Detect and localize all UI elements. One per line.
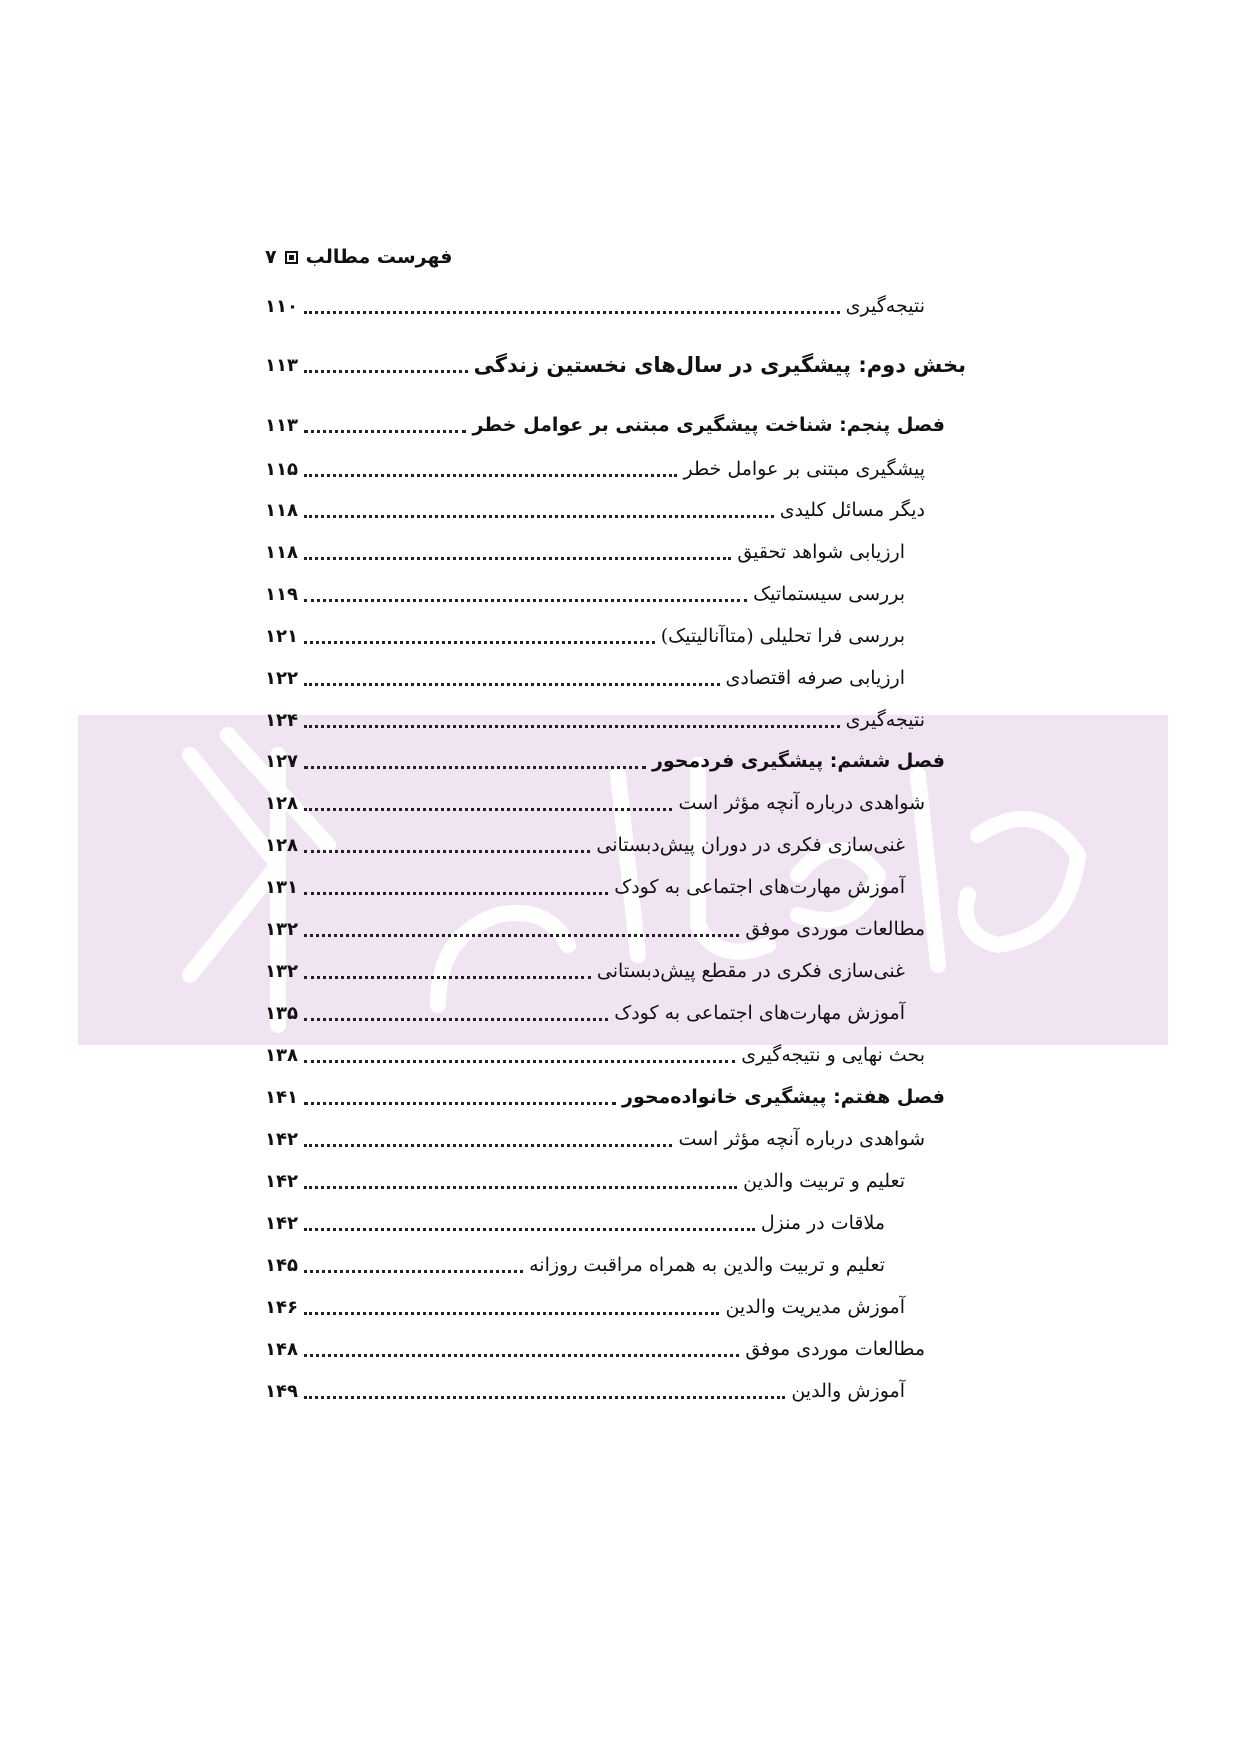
toc-dot-leader [304, 1270, 523, 1273]
toc-page-number: ۱۴۲ [265, 1170, 298, 1192]
toc-entry-title: آموزش مدیریت والدین [725, 1296, 905, 1318]
toc-entry [265, 1122, 925, 1156]
toc-dot-leader [304, 892, 608, 895]
toc-page-number: ۱۴۸ [265, 1338, 298, 1360]
toc-page-number: ۱۱۳ [265, 354, 298, 376]
toc-dot-leader [304, 1144, 673, 1147]
toc-entry [265, 744, 945, 778]
toc-entry-title: بررسی فرا تحلیلی (متاآنالیتیک) [660, 625, 905, 647]
toc-page-number: ۱۴۵ [265, 1254, 298, 1276]
toc-dot-leader [304, 1396, 785, 1399]
toc-entry-title: تعلیم و تربیت والدین به همراه مراقبت روزانه [529, 1254, 885, 1276]
toc-dot-leader [304, 976, 591, 979]
toc-dot-leader [304, 934, 739, 937]
header-page-number: ۷ [265, 246, 277, 268]
toc-entry-title: آموزش مهارت‌های اجتماعی به کودک [614, 1002, 905, 1024]
toc-entry [265, 912, 925, 946]
toc-entry [265, 535, 905, 569]
toc-dot-leader [304, 850, 590, 853]
toc-entry [265, 1206, 885, 1240]
toc-entry-title: مطالعات موردی موفق [745, 1338, 925, 1360]
toc-page-number: ۱۳۲ [265, 918, 298, 940]
toc-entry [265, 1164, 905, 1198]
toc-entry-title: ملاقات در منزل [760, 1212, 885, 1234]
toc-page-number: ۱۱۵ [265, 458, 298, 480]
toc-entry [265, 661, 905, 695]
toc-dot-leader [304, 1018, 608, 1021]
toc-dot-leader [304, 808, 673, 811]
toc-page-number: ۱۴۱ [265, 1086, 298, 1108]
toc-page-number: ۱۱۰ [265, 295, 298, 317]
toc-entry-title: پیشگیری مبتنی بر عوامل خطر [683, 458, 925, 480]
toc-entry [265, 954, 905, 988]
toc-dot-leader [304, 370, 468, 373]
toc-entry [265, 1038, 925, 1072]
toc-entry [265, 1374, 905, 1408]
toc-entry-title: فصل هفتم: پیشگیری خانواده‌محور [622, 1086, 945, 1108]
toc-dot-leader [304, 430, 467, 433]
toc-entry-title: دیگر مسائل کلیدی [779, 499, 925, 521]
toc-entry [265, 493, 925, 527]
toc-entry [265, 348, 966, 382]
toc-dot-leader [304, 311, 840, 314]
toc-dot-leader [304, 1312, 719, 1315]
toc-entry-title: آموزش مهارت‌های اجتماعی به کودک [614, 876, 905, 898]
toc-entry [265, 786, 925, 820]
toc-dot-leader [304, 766, 646, 769]
toc-page-number: ۱۲۱ [265, 625, 298, 647]
toc-entry-title: فصل پنجم: شناخت پیشگیری مبتنی بر عوامل خطر [472, 414, 945, 436]
toc-entry [265, 1080, 945, 1114]
toc-page-number: ۱۲۸ [265, 834, 298, 856]
toc-entry [265, 870, 905, 904]
toc-dot-leader [304, 1060, 735, 1063]
toc-dot-leader [304, 683, 720, 686]
toc-entry [265, 289, 925, 323]
toc-entry [265, 577, 905, 611]
toc-page-number: ۱۲۷ [265, 750, 298, 772]
toc-page-number: ۱۲۴ [265, 709, 298, 731]
toc-entry-title: بحث نهایی و نتیجه‌گیری [741, 1044, 925, 1066]
toc-page-number: ۱۱۳ [265, 414, 298, 436]
toc-dot-leader [304, 1186, 737, 1189]
toc-page-number: ۱۴۹ [265, 1380, 298, 1402]
toc-entry-title: مطالعات موردی موفق [745, 918, 925, 940]
toc-entry [265, 703, 925, 737]
toc-entry-title: بخش دوم: پیشگیری در سال‌های نخستین زندگی [473, 353, 966, 377]
page-header [265, 246, 965, 278]
toc-page-number: ۱۴۲ [265, 1212, 298, 1234]
toc-entry [265, 1248, 885, 1282]
toc-entry-title: بررسی سیستماتیک [753, 583, 905, 605]
toc-entry-title: فصل ششم: پیشگیری فردمحور [651, 750, 945, 772]
toc-entry [265, 828, 905, 862]
square-bullet-icon [285, 251, 298, 264]
toc-page-number: ۱۱۸ [265, 541, 298, 563]
toc-entry-title: شواهدی درباره آنچه مؤثر است [678, 792, 925, 814]
toc-dot-leader [304, 641, 655, 644]
toc-dot-leader [304, 557, 731, 560]
toc-dot-leader [304, 725, 840, 728]
toc-dot-leader [304, 1102, 616, 1105]
toc-dot-leader [304, 474, 678, 477]
toc-entry [265, 408, 945, 442]
toc-dot-leader [304, 515, 774, 518]
toc-entry-title: نتیجه‌گیری [845, 709, 925, 731]
toc-page-number: ۱۳۲ [265, 960, 298, 982]
toc-entry-title: غنی‌سازی فکری در مقطع پیش‌دبستانی [596, 960, 905, 982]
toc-page-number: ۱۳۸ [265, 1044, 298, 1066]
toc-entry-title: غنی‌سازی فکری در دوران پیش‌دبستانی [596, 834, 905, 856]
toc-page-number: ۱۲۸ [265, 792, 298, 814]
toc-entry-title: شواهدی درباره آنچه مؤثر است [678, 1128, 925, 1150]
toc-page-number: ۱۳۵ [265, 1002, 298, 1024]
toc-dot-leader [304, 599, 747, 602]
toc-dot-leader [304, 1354, 739, 1357]
toc-page-number: ۱۳۱ [265, 876, 298, 898]
toc-page-number: ۱۱۸ [265, 499, 298, 521]
toc-entry [265, 452, 925, 486]
toc-page-number: ۱۲۲ [265, 667, 298, 689]
header-title: فهرست مطالب [305, 246, 453, 268]
toc-entry [265, 1332, 925, 1366]
toc-entry [265, 619, 905, 653]
toc-page-number: ۱۴۶ [265, 1296, 298, 1318]
toc-page-number: ۱۴۲ [265, 1128, 298, 1150]
toc-entry [265, 996, 905, 1030]
toc-entry-title: ارزیابی صرفه اقتصادی [725, 667, 905, 689]
toc-entry-title: تعلیم و تربیت والدین [743, 1170, 905, 1192]
toc-dot-leader [304, 1228, 755, 1231]
toc-entry [265, 1290, 905, 1324]
toc-entry-title: نتیجه‌گیری [845, 295, 925, 317]
toc-entry-title: آموزش والدین [791, 1380, 905, 1402]
toc-entry-title: ارزیابی شواهد تحقیق [737, 541, 905, 563]
toc-page-number: ۱۱۹ [265, 583, 298, 605]
